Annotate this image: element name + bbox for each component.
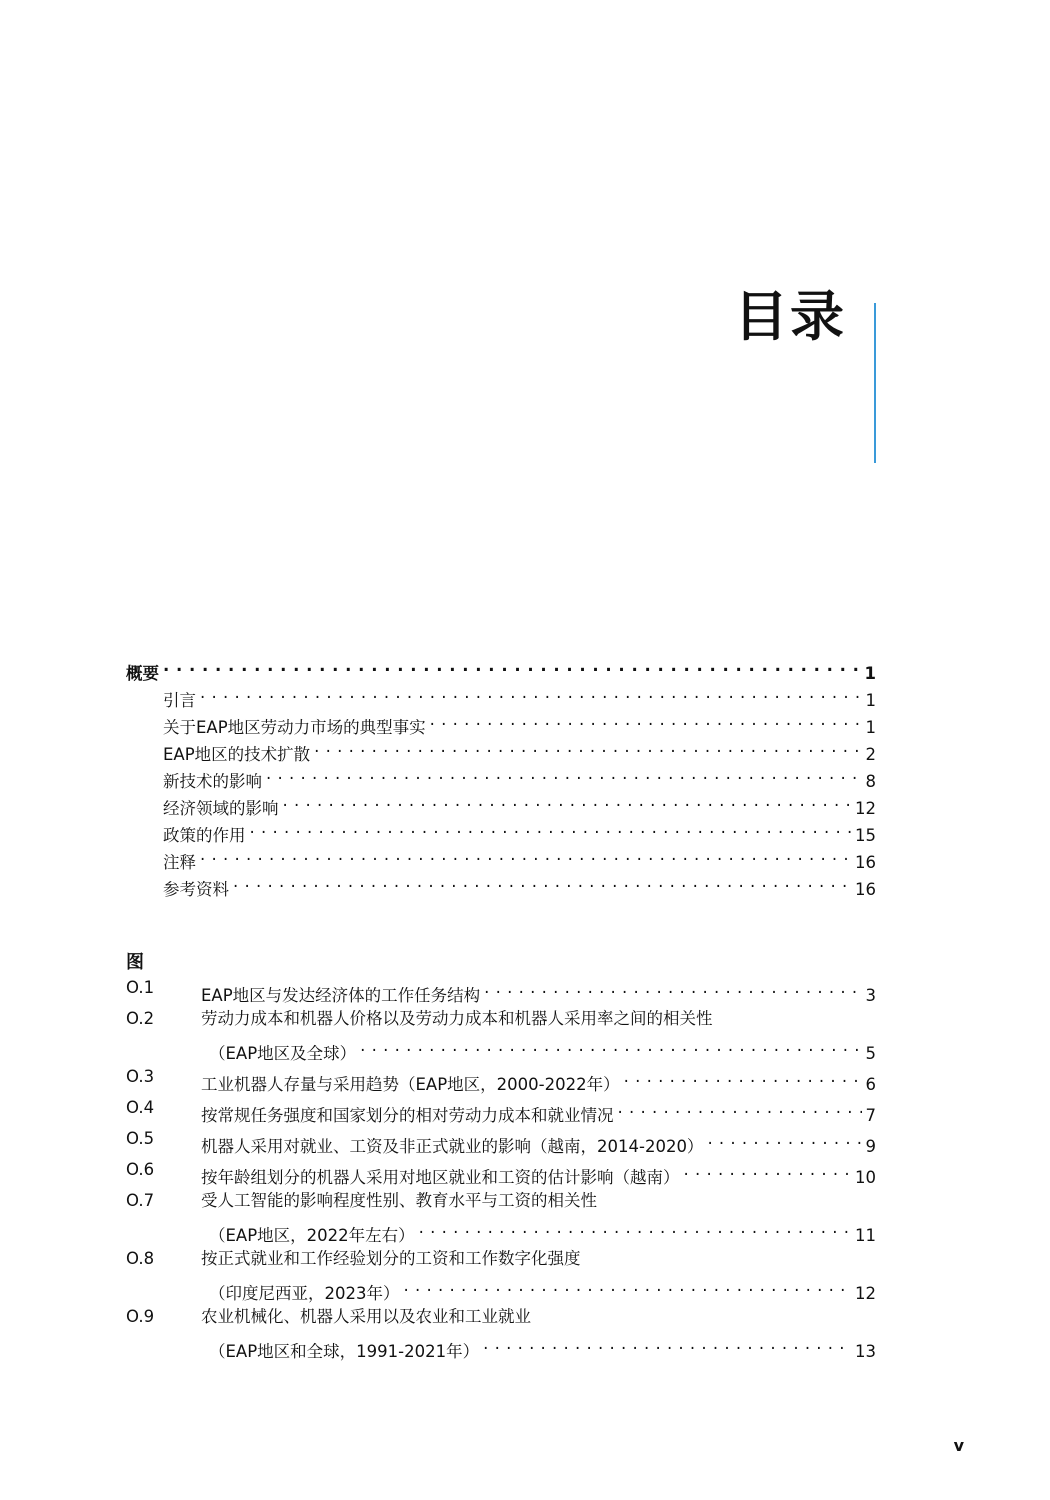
figure-title-row — [201, 1330, 876, 1361]
figure-entry[interactable] — [126, 1063, 876, 1094]
dot-leader — [233, 868, 851, 895]
toc-entry[interactable] — [126, 706, 876, 737]
figure-number: O.7 — [126, 1191, 155, 1210]
figure-entry[interactable] — [126, 1125, 876, 1156]
toc-entry-label: 关于EAP地区劳动力市场的典型事实 — [163, 718, 426, 737]
toc-entry-label: 新技术的影响 — [163, 772, 262, 791]
dot-leader — [360, 1032, 861, 1059]
toc-entry-label: 概要 — [126, 664, 159, 683]
figure-title-row — [201, 1272, 876, 1303]
dot-leader — [283, 787, 852, 814]
figure-title: 机器人采用对就业、工资及非正式就业的影响（越南，2014-2020） — [201, 1137, 704, 1156]
figure-title: 按年龄组划分的机器人采用对地区就业和工资的估计影响（越南） — [201, 1168, 680, 1187]
figure-entry[interactable] — [126, 1303, 876, 1361]
dot-leader — [266, 760, 862, 787]
figure-page-number: 13 — [855, 1342, 876, 1361]
figure-title-continued: （EAP地区，2022年左右） — [209, 1226, 415, 1245]
figure-entry[interactable] — [126, 1156, 876, 1187]
figure-page-number: 7 — [865, 1106, 876, 1125]
toc-entry-label: 经济领域的影响 — [163, 799, 279, 818]
figure-page-number: 6 — [865, 1075, 876, 1094]
figure-title: 按正式就业和工作经验划分的工资和工作数字化强度 — [201, 1249, 581, 1268]
figure-title: 受人工智能的影响程度性别、教育水平与工资的相关性 — [201, 1191, 597, 1210]
figure-entry[interactable] — [126, 1245, 876, 1303]
dot-leader — [684, 1156, 852, 1183]
figure-page-number: 10 — [855, 1168, 876, 1187]
figure-number: O.6 — [126, 1160, 155, 1179]
toc-page-number: 16 — [855, 853, 876, 872]
figure-number: O.1 — [126, 978, 155, 997]
figures-list — [126, 974, 876, 1361]
figure-page-number: 11 — [855, 1226, 876, 1245]
figures-heading: 图 — [126, 952, 144, 973]
toc-entry-label: EAP地区的技术扩散 — [163, 745, 311, 764]
figure-title-row — [201, 1063, 876, 1094]
figure-number: O.9 — [126, 1307, 155, 1326]
figure-entry[interactable] — [126, 974, 876, 1005]
toc-page-number: 2 — [865, 745, 876, 764]
toc-entry[interactable] — [126, 679, 876, 710]
figure-title-row — [201, 1094, 876, 1125]
dot-leader — [484, 974, 861, 1001]
dot-leader — [200, 679, 862, 706]
figure-number: O.5 — [126, 1129, 155, 1148]
toc-entry[interactable] — [126, 841, 876, 872]
dot-leader — [483, 1330, 851, 1357]
toc-page-number: 1 — [864, 664, 876, 683]
dot-leader — [200, 841, 851, 868]
figure-title: 农业机械化、机器人采用以及农业和工业就业 — [201, 1307, 531, 1326]
figure-number: O.2 — [126, 1009, 155, 1028]
dot-leader — [419, 1214, 851, 1241]
accent-rule — [874, 303, 876, 463]
toc-entry-label: 参考资料 — [163, 880, 229, 899]
figure-page-number: 5 — [865, 1044, 876, 1063]
dot-leader — [163, 652, 861, 679]
figure-title-row — [201, 1125, 876, 1156]
toc-page-number: 1 — [865, 718, 876, 737]
toc-page-number: 12 — [855, 799, 876, 818]
toc-page-number: 8 — [865, 772, 876, 791]
dot-leader — [707, 1125, 861, 1152]
figure-number: O.8 — [126, 1249, 155, 1268]
figure-title-row — [201, 1156, 876, 1187]
page-folio: v — [953, 1436, 964, 1455]
page-title: 目录 — [734, 285, 846, 348]
figure-title-row — [201, 1032, 876, 1063]
figure-number: O.4 — [126, 1098, 155, 1117]
dot-leader — [624, 1063, 862, 1090]
toc-page-number: 15 — [855, 826, 876, 845]
figure-title-continued: （印度尼西亚，2023年） — [209, 1284, 400, 1303]
toc-entry-label: 注释 — [163, 853, 196, 872]
contents-list — [126, 652, 876, 899]
figure-page-number: 12 — [855, 1284, 876, 1303]
figure-number: O.3 — [126, 1067, 155, 1086]
figure-entry[interactable] — [126, 1005, 876, 1063]
figure-page-number: 3 — [865, 986, 876, 1005]
figure-title-continued: （EAP地区和全球，1991-2021年） — [209, 1342, 480, 1361]
toc-entry[interactable] — [126, 868, 876, 899]
dot-leader — [314, 733, 861, 760]
dot-leader — [430, 706, 862, 733]
dot-leader — [404, 1272, 852, 1299]
figure-title-continued: （EAP地区及全球） — [209, 1044, 357, 1063]
figure-title: 工业机器人存量与采用趋势（EAP地区，2000-2022年） — [201, 1075, 620, 1094]
figure-title: 劳动力成本和机器人价格以及劳动力成本和机器人采用率之间的相关性 — [201, 1009, 713, 1028]
toc-page-number: 16 — [855, 880, 876, 899]
toc-entry-label: 引言 — [163, 691, 196, 710]
toc-entry-label: 政策的作用 — [163, 826, 246, 845]
figure-entry[interactable] — [126, 1187, 876, 1245]
dot-leader — [618, 1094, 862, 1121]
toc-entry-main[interactable] — [126, 652, 876, 683]
figure-title-row — [201, 974, 876, 1005]
figure-title-row — [201, 1214, 876, 1245]
figure-page-number: 9 — [865, 1137, 876, 1156]
dot-leader — [250, 814, 852, 841]
figure-title: 按常规任务强度和国家划分的相对劳动力成本和就业情况 — [201, 1106, 614, 1125]
figure-title: EAP地区与发达经济体的工作任务结构 — [201, 986, 481, 1005]
toc-page-number: 1 — [865, 691, 876, 710]
figure-entry[interactable] — [126, 1094, 876, 1125]
